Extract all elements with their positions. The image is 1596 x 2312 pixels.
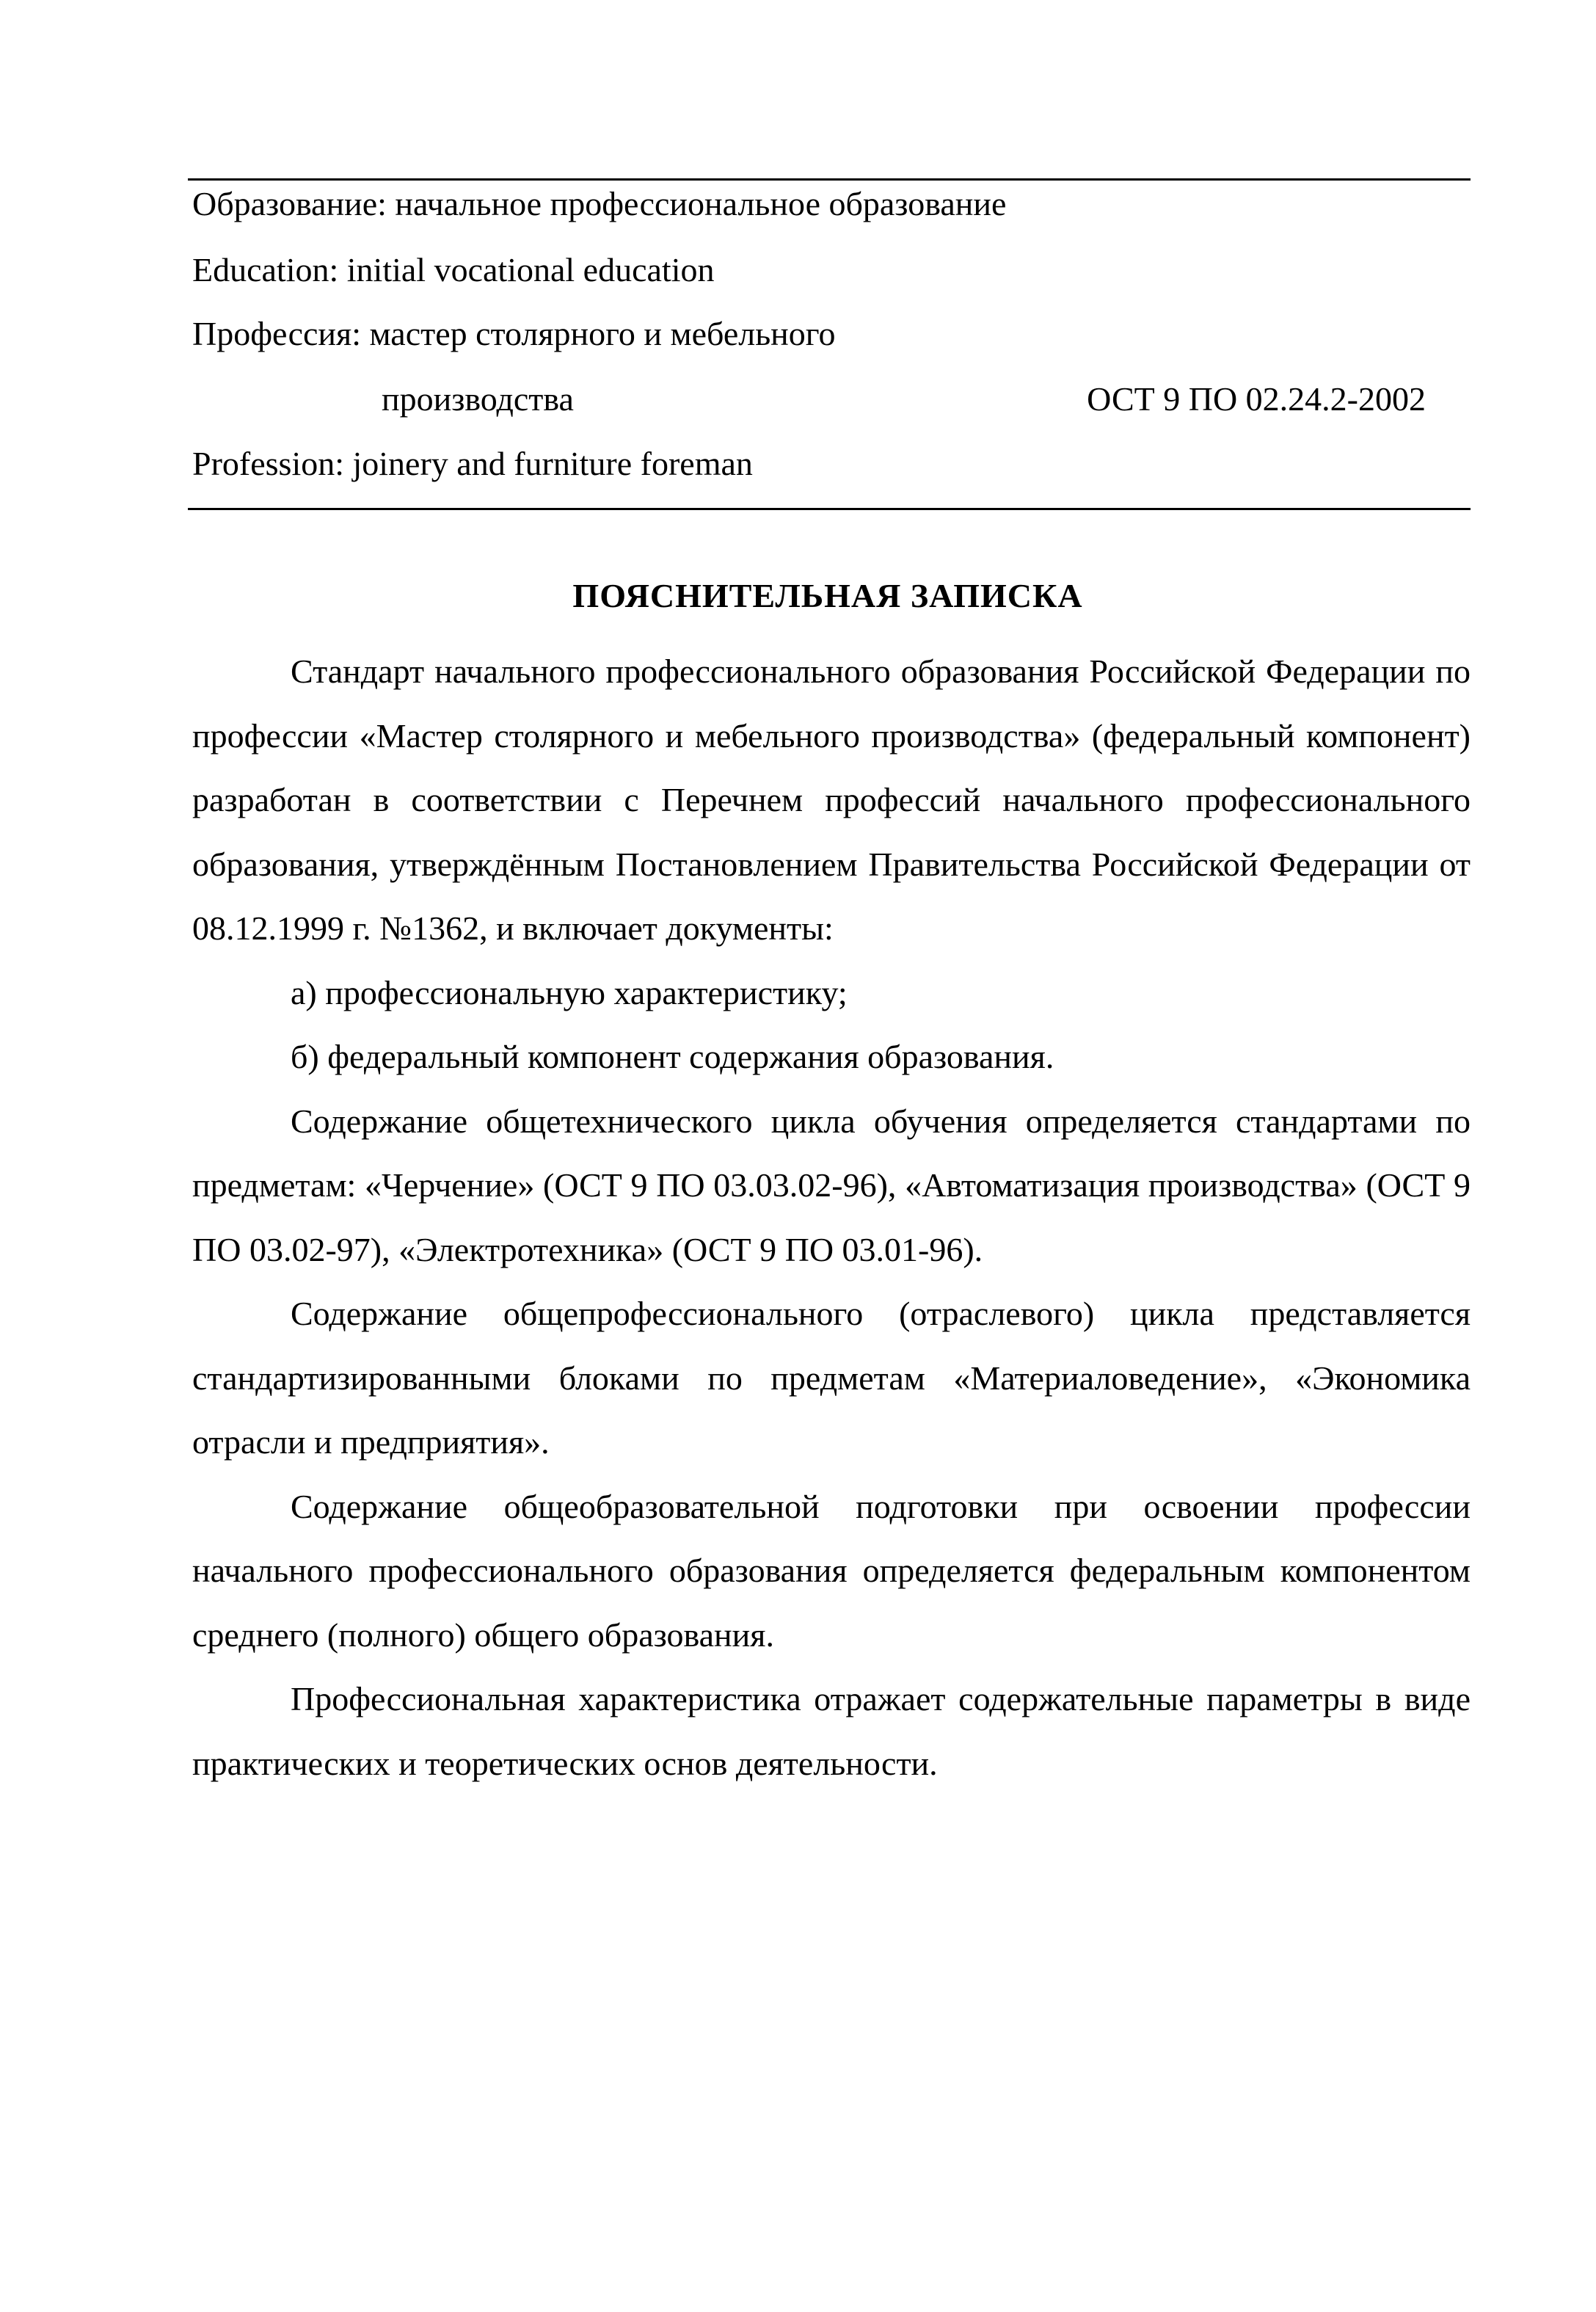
list-item-b: б) федеральный компонент содержания образования. [291, 1038, 1054, 1075]
education-ru-line: Образование: начальное профессиональное образование [192, 185, 1007, 222]
header-top-rule [188, 178, 1471, 181]
paragraph-general-education: Содержание общеобразовательной подготовки при освоении профессии начального профессионального образования определяется федеральным компонентом среднего (полного) общего образования. [192, 1487, 1471, 1654]
header-bottom-rule [188, 508, 1471, 510]
standard-code: ОСТ 9 ПО 02.24.2-2002 [1087, 380, 1426, 418]
list-item-a: а) профессиональную характеристику; [291, 973, 848, 1011]
explanatory-note-body [192, 639, 1471, 1795]
paragraph-general-technical: Содержание общетехнического цикла обучения определяется стандартами по предметам: «Черчение» (ОСТ 9 ПО 03.03.02-96), «Автоматизация производства» (ОСТ 9 ПО 03.02-97), «Электротехника» (ОСТ 9 ПО 03.01-96). [192, 1102, 1471, 1268]
profession-en-line: Profession: joinery and furniture foreman [192, 445, 753, 482]
paragraph-intro: Стандарт начального профессионального образования Российской Федерации по профессии «Мастер столярного и мебельного производства» (федеральный компонент) разработан в соответствии с Перечнем профессий начального профессионального образования, утверждённым Постановлением Правительства Российской Федерации от 08.12.1999 г. №1362, и включает документы: [192, 652, 1471, 947]
profession-ru-line-2: производства [382, 380, 574, 418]
paragraph-general-professional: Содержание общепрофессионального (отраслевого) цикла представляется стандартизированными блоками по предметам «Материаловедение», «Экономика отрасли и предприятия». [192, 1295, 1471, 1461]
education-en-line: Education: initial vocational education [192, 251, 715, 288]
page-title: ПОЯСНИТЕЛЬНАЯ ЗАПИСКА [572, 577, 1083, 614]
profession-ru-line-1: Профессия: мастер столярного и мебельного [192, 315, 836, 352]
paragraph-characteristic: Профессиональная характеристика отражает содержательные параметры в виде практических и теоретических основ деятельности. [192, 1680, 1471, 1782]
